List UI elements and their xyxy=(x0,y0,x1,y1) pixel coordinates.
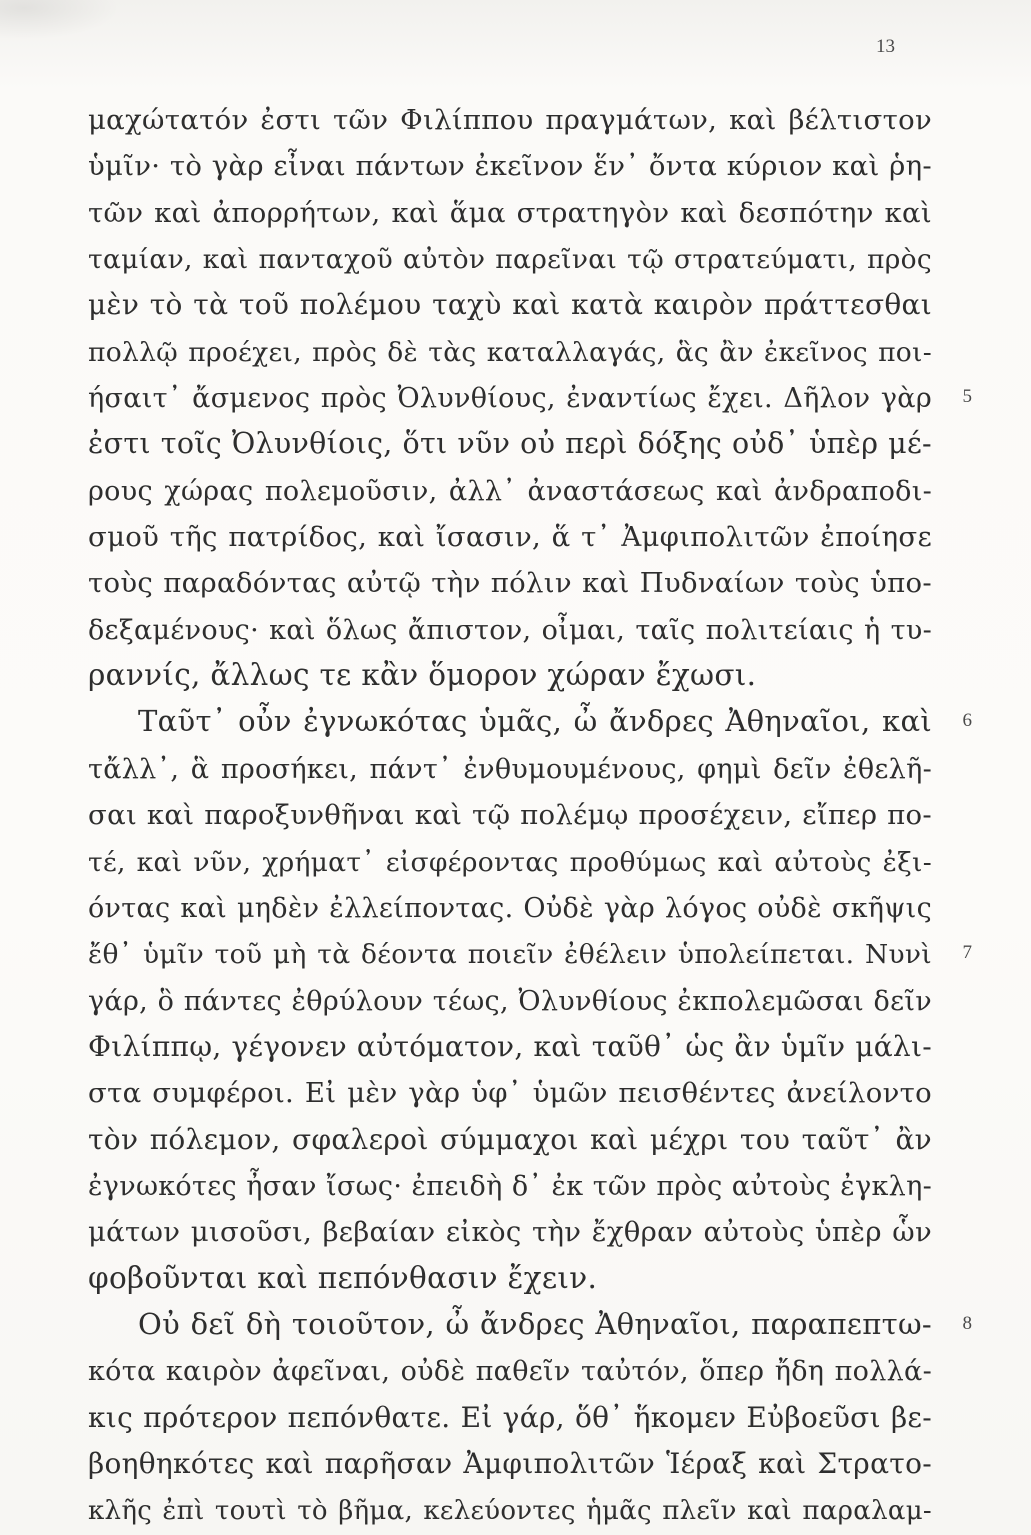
text-line-content: τὸν πόλεμον, σφαλεροὶ σύμμαχοι καὶ μέχρι του ταῦτ᾽ ἂν xyxy=(88,1122,932,1156)
text-line-content: μαχώτατόν ἐστι τῶν Φιλίππου πραγμάτων, καὶ βέλτιστον xyxy=(88,104,932,136)
text-line-content: ἐστι τοῖς Ὀλυνθίοις, ὅτι νῦν οὐ περὶ δόξης οὐδ᾽ ὑπὲρ μέ- xyxy=(88,427,932,461)
greek-text-body xyxy=(88,96,972,1533)
section-number: 5 xyxy=(962,386,972,408)
scan-shadow xyxy=(0,0,120,40)
section-number: 6 xyxy=(962,710,972,732)
section-number: 8 xyxy=(962,1312,972,1334)
text-line xyxy=(88,1347,932,1393)
text-line-content: κις πρότερον πεπόνθατε. Εἰ γάρ, ὅθ᾽ ἥκομεν Εὐβοεῦσι βε- xyxy=(88,1400,932,1434)
text-line xyxy=(88,1069,932,1115)
text-line xyxy=(88,467,932,513)
text-line xyxy=(88,652,932,698)
text-line xyxy=(88,977,932,1023)
text-line-content: Ταῦτ᾽ οὖν ἐγνωκότας ὑμᾶς, ὦ ἄνδρες Ἀθηναῖοι, καὶ xyxy=(138,704,932,739)
page-number: 13 xyxy=(876,36,895,57)
text-line xyxy=(88,791,932,837)
text-line xyxy=(88,838,932,884)
text-line-content: στα συμφέροι. Εἰ μὲν γὰρ ὑφ᾽ ὑμῶν πεισθέντες ἀνείλοντο xyxy=(88,1077,932,1110)
text-line-content: τέ, καὶ νῦν, χρήματ᾽ εἰσφέροντας προθύμως καὶ αὐτοὺς ἐξι- xyxy=(88,846,932,878)
text-line xyxy=(88,1440,932,1486)
text-line xyxy=(88,1162,932,1208)
text-line-content: μὲν τὸ τὰ τοῦ πολέμου ταχὺ καὶ κατὰ καιρὸν πράττεσθαι xyxy=(88,288,932,322)
text-line-content: ραννίς, ἄλλως τε κἂν ὅμορον χώραν ἔχωσι. xyxy=(88,658,757,693)
text-line-content: πολλῷ προέχει, πρὸς δὲ τὰς καταλλαγάς, ἃς ἂν ἐκεῖνος ποι- xyxy=(88,336,932,368)
text-line-content: κλῆς ἐπὶ τουτὶ τὸ βῆμα, κελεύοντες ἡμᾶς πλεῖν καὶ παραλαμ- xyxy=(88,1496,932,1527)
text-line xyxy=(88,884,932,930)
text-line-content: τῶν καὶ ἀπορρήτων, καὶ ἅμα στρατηγὸν καὶ δεσπότην καὶ xyxy=(88,196,932,229)
text-line-content: μάτων μισοῦσι, βεβαίαν εἰκὸς τὴν ἔχθραν αὐτοὺς ὑπὲρ ὧν xyxy=(88,1216,932,1249)
text-line-content: ρους χώρας πολεμοῦσιν, ἀλλ᾽ ἀναστάσεως καὶ ἀνδραποδι- xyxy=(88,475,932,507)
text-line xyxy=(88,420,932,466)
text-line xyxy=(88,745,932,791)
text-line-content: ἐγνωκότες ἦσαν ἴσως· ἐπειδὴ δ᾽ ἐκ τῶν πρὸς αὐτοὺς ἐγκλη- xyxy=(88,1170,932,1202)
text-line-content: κότα καιρὸν ἀφεῖναι, οὐδὲ παθεῖν ταὐτόν, ὅπερ ἤδη πολλά- xyxy=(88,1356,932,1388)
text-line xyxy=(88,1394,932,1440)
text-line xyxy=(88,1301,972,1347)
text-line xyxy=(88,1255,932,1301)
text-line-content: τοὺς παραδόντας αὐτῷ τὴν πόλιν καὶ Πυδναίων τοὺς ὑπο- xyxy=(88,567,932,600)
text-line-content: τἄλλ᾽, ἃ προσήκει, πάντ᾽ ἐνθυμουμένους, φημὶ δεῖν ἐθελῆ- xyxy=(88,753,932,785)
text-line-content: ταμίαν, καὶ πανταχοῦ αὐτὸν παρεῖναι τῷ στρατεύματι, πρὸς xyxy=(88,244,932,276)
text-line xyxy=(88,374,972,420)
text-line-content: βοηθηκότες καὶ παρῆσαν Ἀμφιπολιτῶν Ἱέραξ καὶ Στρατο- xyxy=(88,1446,932,1480)
text-line xyxy=(88,235,932,281)
text-line-content: ήσαιτ᾽ ἄσμενος πρὸς Ὀλυνθίους, ἐναντίως ἔχει. Δῆλον γὰρ xyxy=(88,383,932,415)
section-number: 7 xyxy=(962,942,972,964)
text-line xyxy=(88,606,932,652)
text-line xyxy=(88,698,972,744)
text-line-content: σαι καὶ παροξυνθῆναι καὶ τῷ πολέμῳ προσέχειν, εἴπερ πο- xyxy=(88,799,932,832)
text-line-content: Οὐ δεῖ δὴ τοιοῦτον, ὦ ἄνδρες Ἀθηναῖοι, παραπεπτω- xyxy=(138,1306,932,1341)
text-line xyxy=(88,559,932,605)
text-line-content: γάρ, ὃ πάντες ἐθρύλουν τέως, Ὀλυνθίους ἐκπολεμῶσαι δεῖν xyxy=(88,985,932,1017)
text-line xyxy=(88,281,932,327)
text-line xyxy=(88,1486,932,1532)
text-line xyxy=(88,328,932,374)
text-line-content: σμοῦ τῆς πατρίδος, καὶ ἴσασιν, ἅ τ᾽ Ἀμφιπολιτῶν ἐποίησε xyxy=(88,521,932,554)
text-line xyxy=(88,96,932,142)
text-line xyxy=(88,1023,932,1069)
text-line xyxy=(88,1208,932,1254)
text-line xyxy=(88,930,972,976)
text-line xyxy=(88,142,932,188)
text-line-content: όντας καὶ μηδὲν ἐλλείποντας. Οὐδὲ γὰρ λόγος οὐδὲ σκῆψις xyxy=(88,892,932,924)
text-line-content: Φιλίππῳ, γέγονεν αὐτόματον, καὶ ταῦθ᾽ ὡς ἂν ὑμῖν μάλι- xyxy=(88,1029,932,1063)
text-line-content: δεξαμένους· καὶ ὅλως ἄπιστον, οἶμαι, ταῖς πολιτείαις ἡ τυ- xyxy=(88,614,932,646)
text-line xyxy=(88,189,932,235)
text-line-content: φοβοῦνται καὶ πεπόνθασιν ἔχειν. xyxy=(88,1260,598,1295)
text-line-content: ὑμῖν· τὸ γὰρ εἶναι πάντων ἐκεῖνον ἕν᾽ ὄντα κύριον καὶ ῥη- xyxy=(88,150,932,183)
text-line xyxy=(88,1116,932,1162)
text-line-content: ἔθ᾽ ὑμῖν τοῦ μὴ τὰ δέοντα ποιεῖν ἐθέλειν ὑπολείπεται. Νυνὶ xyxy=(88,939,932,971)
text-line xyxy=(88,513,932,559)
